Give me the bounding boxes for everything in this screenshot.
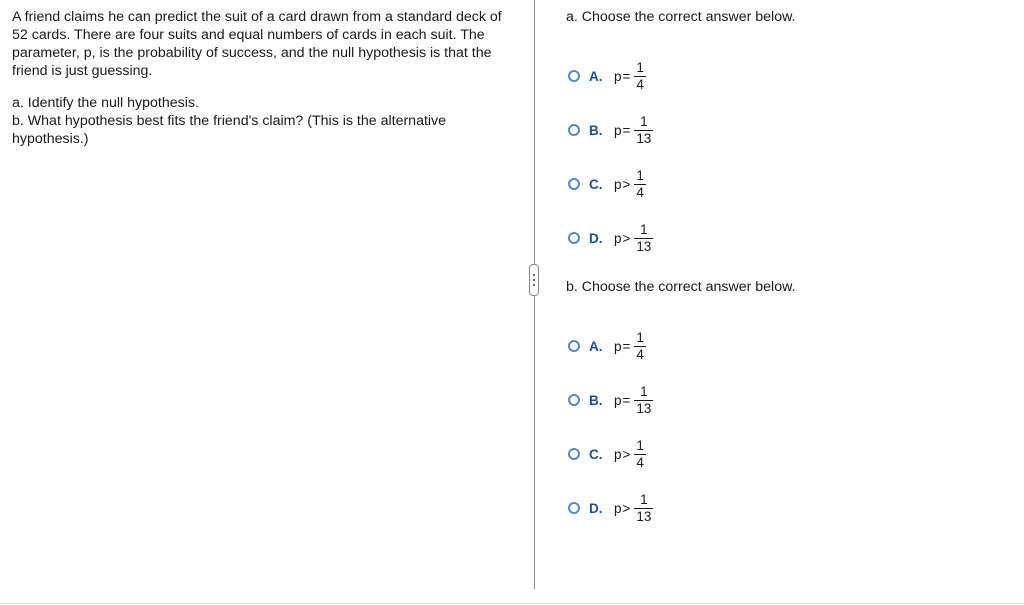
option-fraction bbox=[634, 330, 646, 363]
grip-dot bbox=[533, 274, 535, 276]
option-fraction bbox=[634, 60, 646, 93]
radio-button[interactable] bbox=[568, 178, 580, 190]
option-relation: > bbox=[622, 446, 631, 462]
radio-button[interactable] bbox=[568, 502, 580, 514]
radio-button[interactable] bbox=[568, 124, 580, 136]
option-fraction bbox=[634, 492, 653, 525]
answer-part-a bbox=[566, 8, 1006, 254]
fraction-numerator: 1 bbox=[636, 329, 644, 345]
part-b-option-c[interactable] bbox=[566, 432, 646, 476]
part-a-option-a[interactable] bbox=[566, 54, 646, 98]
fraction-denominator: 13 bbox=[636, 238, 652, 254]
radio-button[interactable] bbox=[568, 70, 580, 82]
option-relation: > bbox=[622, 176, 631, 192]
option-letter: C. bbox=[589, 446, 603, 462]
option-variable: p bbox=[614, 446, 622, 462]
radio-button[interactable] bbox=[568, 448, 580, 460]
option-expression bbox=[614, 222, 653, 255]
radio-button[interactable] bbox=[568, 232, 580, 244]
option-letter: D. bbox=[589, 500, 603, 516]
bottom-divider bbox=[0, 603, 1024, 604]
option-relation: = bbox=[622, 338, 631, 354]
part-a-option-c[interactable] bbox=[566, 162, 646, 206]
fraction-denominator: 4 bbox=[636, 76, 644, 92]
fraction-numerator: 1 bbox=[640, 221, 648, 237]
fraction-numerator: 1 bbox=[636, 167, 644, 183]
fraction-numerator: 1 bbox=[640, 491, 648, 507]
fraction-denominator: 13 bbox=[636, 400, 652, 416]
option-expression bbox=[614, 114, 653, 147]
option-variable: p bbox=[614, 230, 622, 246]
option-relation: > bbox=[622, 500, 631, 516]
fraction-denominator: 13 bbox=[636, 130, 652, 146]
part-b-option-a[interactable] bbox=[566, 324, 646, 368]
question-part-b: b. What hypothesis best fits the friend's claim? (This is the alternative hypothesis.) bbox=[12, 113, 447, 147]
part-a-prompt: a. Choose the correct answer below. bbox=[566, 9, 796, 25]
option-relation: = bbox=[622, 122, 631, 138]
option-variable: p bbox=[614, 392, 622, 408]
fraction-denominator: 4 bbox=[636, 184, 644, 200]
splitter-handle[interactable] bbox=[529, 264, 539, 296]
fraction-numerator: 1 bbox=[636, 437, 644, 453]
part-b-prompt: b. Choose the correct answer below. bbox=[566, 279, 796, 295]
option-relation: > bbox=[622, 230, 631, 246]
option-variable: p bbox=[614, 68, 622, 84]
answer-part-b bbox=[566, 278, 1006, 524]
radio-button[interactable] bbox=[568, 394, 580, 406]
option-letter: A. bbox=[589, 338, 603, 354]
option-fraction bbox=[634, 114, 653, 147]
option-variable: p bbox=[614, 122, 622, 138]
part-a-option-b[interactable] bbox=[566, 108, 653, 152]
fraction-denominator: 4 bbox=[636, 346, 644, 362]
part-b-option-b[interactable] bbox=[566, 378, 653, 422]
fraction-numerator: 1 bbox=[636, 59, 644, 75]
option-letter: C. bbox=[589, 176, 603, 192]
option-letter: D. bbox=[589, 230, 603, 246]
option-expression bbox=[614, 384, 653, 417]
fraction-numerator: 1 bbox=[640, 383, 648, 399]
fraction-denominator: 4 bbox=[636, 454, 644, 470]
question-part-a: a. Identify the null hypothesis. bbox=[12, 95, 199, 111]
part-b-option-d[interactable] bbox=[566, 486, 653, 530]
option-fraction bbox=[634, 438, 646, 471]
option-variable: p bbox=[614, 338, 622, 354]
option-expression bbox=[614, 60, 646, 93]
option-letter: B. bbox=[589, 122, 603, 138]
question-pane bbox=[12, 8, 512, 148]
option-expression bbox=[614, 492, 653, 525]
option-letter: B. bbox=[589, 392, 603, 408]
option-fraction bbox=[634, 168, 646, 201]
radio-button[interactable] bbox=[568, 340, 580, 352]
option-letter: A. bbox=[589, 68, 603, 84]
option-variable: p bbox=[614, 500, 622, 516]
grip-dot bbox=[533, 284, 535, 286]
option-relation: = bbox=[622, 392, 631, 408]
option-variable: p bbox=[614, 176, 622, 192]
fraction-numerator: 1 bbox=[640, 113, 648, 129]
option-expression bbox=[614, 330, 646, 363]
question-stem: A friend claims he can predict the suit of a card drawn from a standard deck of 52 cards. There are four suits and equal numbers of cards in each suit. The parameter, p, is the probability of success, and the null hypothesis is that the friend is just guessing. bbox=[12, 9, 502, 79]
option-expression bbox=[614, 168, 646, 201]
option-fraction bbox=[634, 222, 653, 255]
option-relation: = bbox=[622, 68, 631, 84]
option-fraction bbox=[634, 384, 653, 417]
grip-dot bbox=[533, 279, 535, 281]
option-expression bbox=[614, 438, 646, 471]
part-a-option-d[interactable] bbox=[566, 216, 653, 260]
fraction-denominator: 13 bbox=[636, 508, 652, 524]
